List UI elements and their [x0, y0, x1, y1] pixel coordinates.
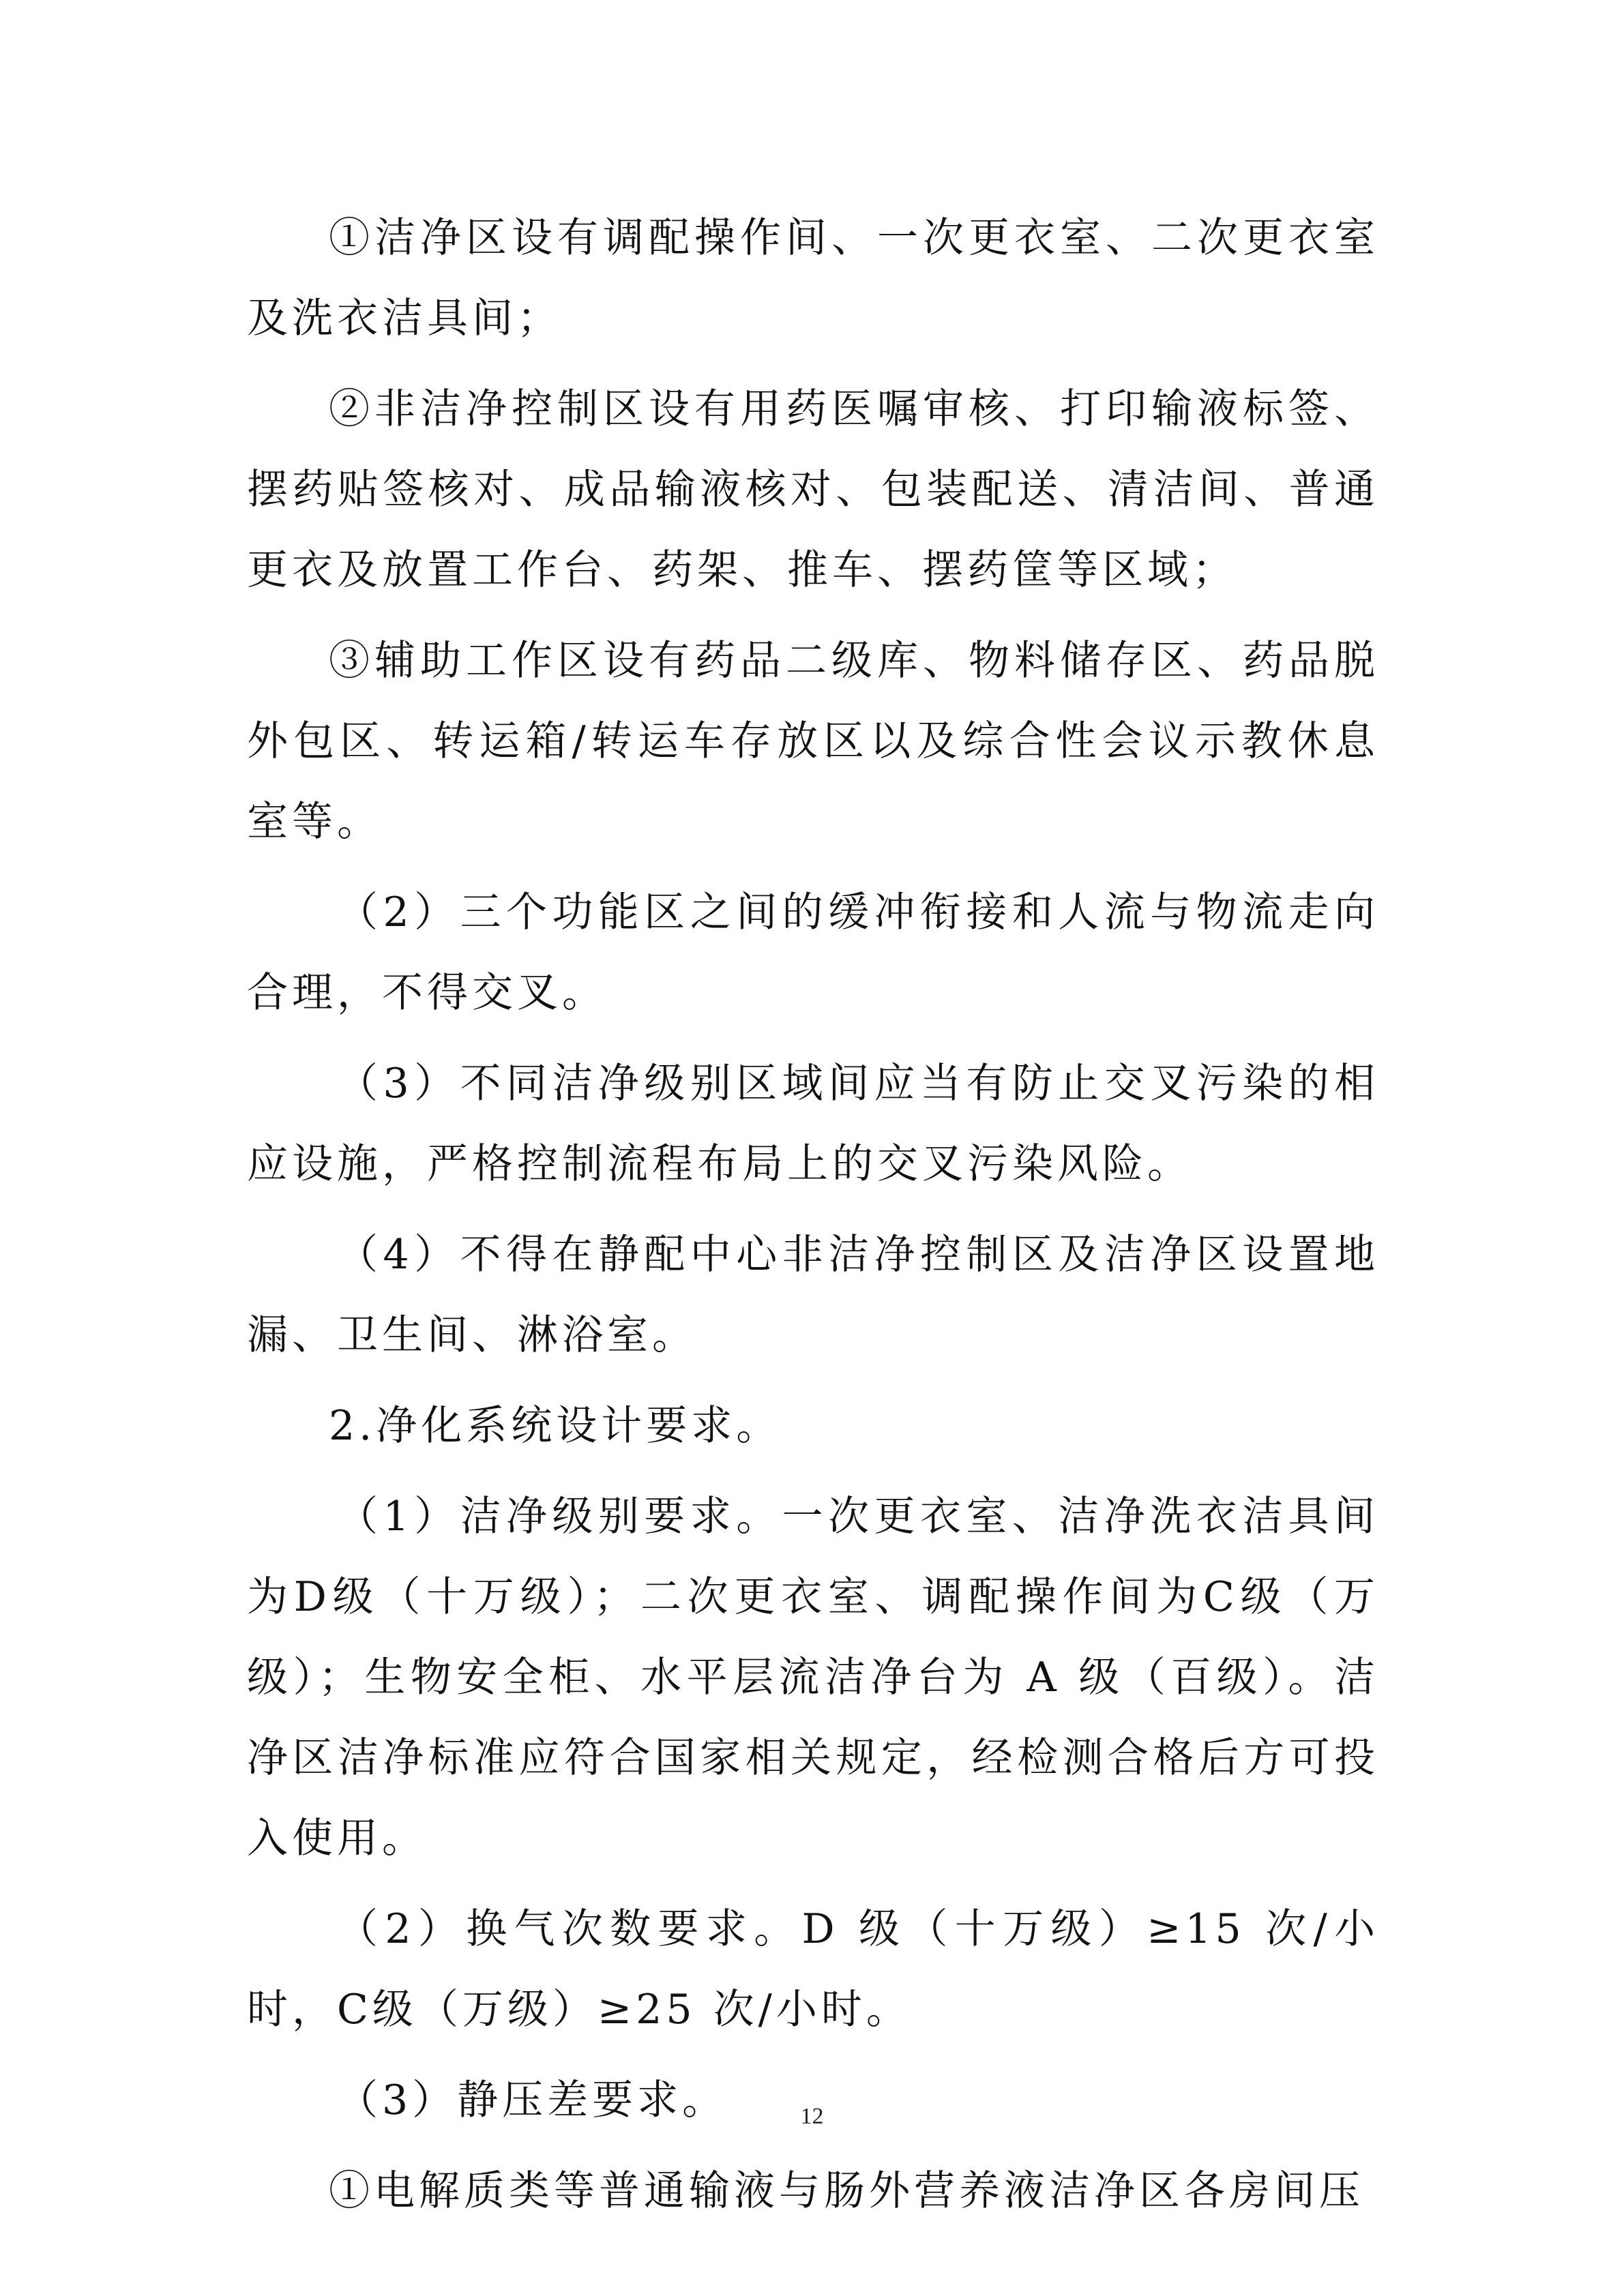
paragraph-static-pressure: （3）静压差要求。	[337, 2076, 728, 2124]
paragraph-non-clean-control-zone: ②非洁净控制区设有用药医嘱审核、打印输液标签、摆药贴签核对、成品输液核对、包装配送、清洁间、普通更衣及放置工作台、药架、推车、摆药筐等区域；	[247, 385, 1379, 594]
paragraph-auxiliary-work-zone: ③辅助工作区设有药品二级库、物料储存区、药品脱外包区、转运箱/转运车存放区以及综合性会议示教休息室等。	[247, 637, 1379, 846]
paragraph-cross-contamination: （3）不同洁净级别区域间应当有防止交叉污染的相应设施，严格控制流程布局上的交叉污染风险。	[247, 1060, 1379, 1188]
paragraph-cleanliness-level: （1）洁净级别要求。一次更衣室、洁净洗衣洁具间为D级（十万级）；二次更衣室、调配操作间为C级（万级）；生物安全柜、水平层流洁净台为 A 级（百级）。洁净区洁净标准应符合国家相关规定，经检测合格后方可投入使用。	[247, 1493, 1379, 1862]
section-heading-purification-system: 2.净化系统设计要求。	[329, 1402, 782, 1450]
paragraph-electrolyte-infusion: ①电解质类等普通输液与肠外营养液洁净区各房间压	[329, 2167, 1364, 2215]
paragraph-clean-zone: ①洁净区设有调配操作间、一次更衣室、二次更衣室及洗衣洁具间；	[247, 214, 1379, 342]
paragraph-functional-zone-buffer: （2）三个功能区之间的缓冲衔接和人流与物流走向合理，不得交叉。	[247, 889, 1379, 1017]
document-body	[247, 198, 1379, 2241]
paragraph-no-floor-drain: （4）不得在静配中心非洁净控制区及洁净区设置地漏、卫生间、淋浴室。	[247, 1231, 1379, 1359]
paragraph-air-change-rate: （2）换气次数要求。D 级（十万级）≥15 次/小时，C级（万级）≥25 次/小时。	[247, 1905, 1379, 2033]
page-number: 12	[800, 2104, 824, 2129]
